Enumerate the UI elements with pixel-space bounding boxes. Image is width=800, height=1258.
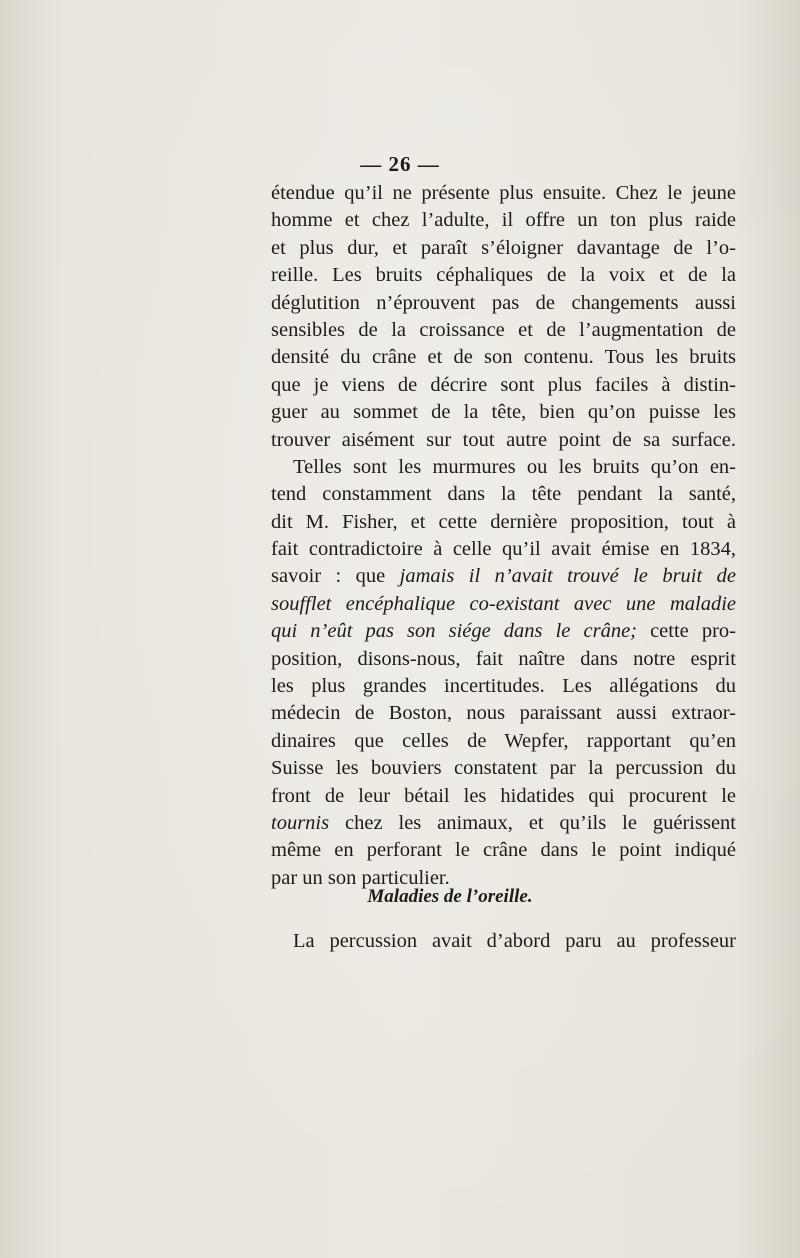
text-segment: savoir : que xyxy=(271,565,400,588)
section-heading xyxy=(0,886,800,908)
text-line: reille. Les bruits céphaliques de la voix et de la xyxy=(271,264,736,287)
text-line: les plus grandes incertitudes. Les allégations du xyxy=(271,675,736,698)
text-line: tend constamment dans la tête pendant la santé, xyxy=(271,483,736,506)
text-line: Suisse les bouviers constatent par la percussion du xyxy=(271,757,736,780)
text-segment: cette pro- xyxy=(637,620,737,643)
text-line: densité du crâne et de son contenu. Tous les bruits xyxy=(271,346,736,369)
text-segment: chez les animaux, et qu’ils le guérissent xyxy=(329,811,736,834)
text-line: et plus dur, et paraît s’éloigner davantage de l’o- xyxy=(271,236,736,259)
text-line: position, disons-nous, fait naître dans notre esprit xyxy=(271,647,736,670)
page-number: — 26 — xyxy=(360,152,440,176)
text-line: trouver aisément sur tout autre point de sa surface. xyxy=(271,428,736,451)
text-line: déglutition n’éprouvent pas de changements aussi xyxy=(271,291,736,314)
text-line: étendue qu’il ne présente plus ensuite. Chez le jeune xyxy=(271,182,736,204)
text-line xyxy=(271,618,736,645)
text-line: homme et chez l’adulte, il offre un ton plus raide xyxy=(271,209,736,232)
text-line: soufflet encéphalique co-existant avec une maladie xyxy=(271,592,736,615)
text-line: médecin de Boston, nous paraissant aussi extraor- xyxy=(271,702,736,725)
text-line: guer au sommet de la tête, bien qu’on puisse les xyxy=(271,401,736,424)
text-line: sensibles de la croissance et de l’augmentation de xyxy=(271,318,736,341)
text-line: même en perforant le crâne dans le point indiqué xyxy=(271,839,736,862)
text-line: fait contradictoire à celle qu’il avait émise en 1834, xyxy=(271,538,736,561)
text-line xyxy=(271,563,736,590)
paragraph-2 xyxy=(271,454,736,892)
text-line: front de leur bétail les hidatides qui procurent le xyxy=(271,784,736,807)
paragraph-1 xyxy=(271,180,736,454)
section-heading-text: Maladies de l’oreille. xyxy=(367,886,533,907)
text-line: La percussion avait d’abord paru au professeur xyxy=(293,930,736,952)
text-line: dit M. Fisher, et cette dernière proposition, tout à xyxy=(271,510,736,533)
italic-segment: tournis xyxy=(271,811,330,834)
body-text xyxy=(271,180,736,892)
text-line: que je viens de décrire sont plus faciles à distin- xyxy=(271,373,736,396)
paragraph-3 xyxy=(271,928,736,955)
text-line xyxy=(271,810,736,837)
italic-segment: qui n’eût pas son siége dans le crâne; xyxy=(271,620,637,643)
text-line: Telles sont les murmures ou les bruits qu’on en- xyxy=(293,455,736,478)
italic-segment: jamais il n’avait trouvé le bruit de xyxy=(399,565,736,588)
text-line: par un son particulier. xyxy=(271,866,450,889)
text-line: dinaires que celles de Wepfer, rapportant qu’en xyxy=(271,729,736,752)
